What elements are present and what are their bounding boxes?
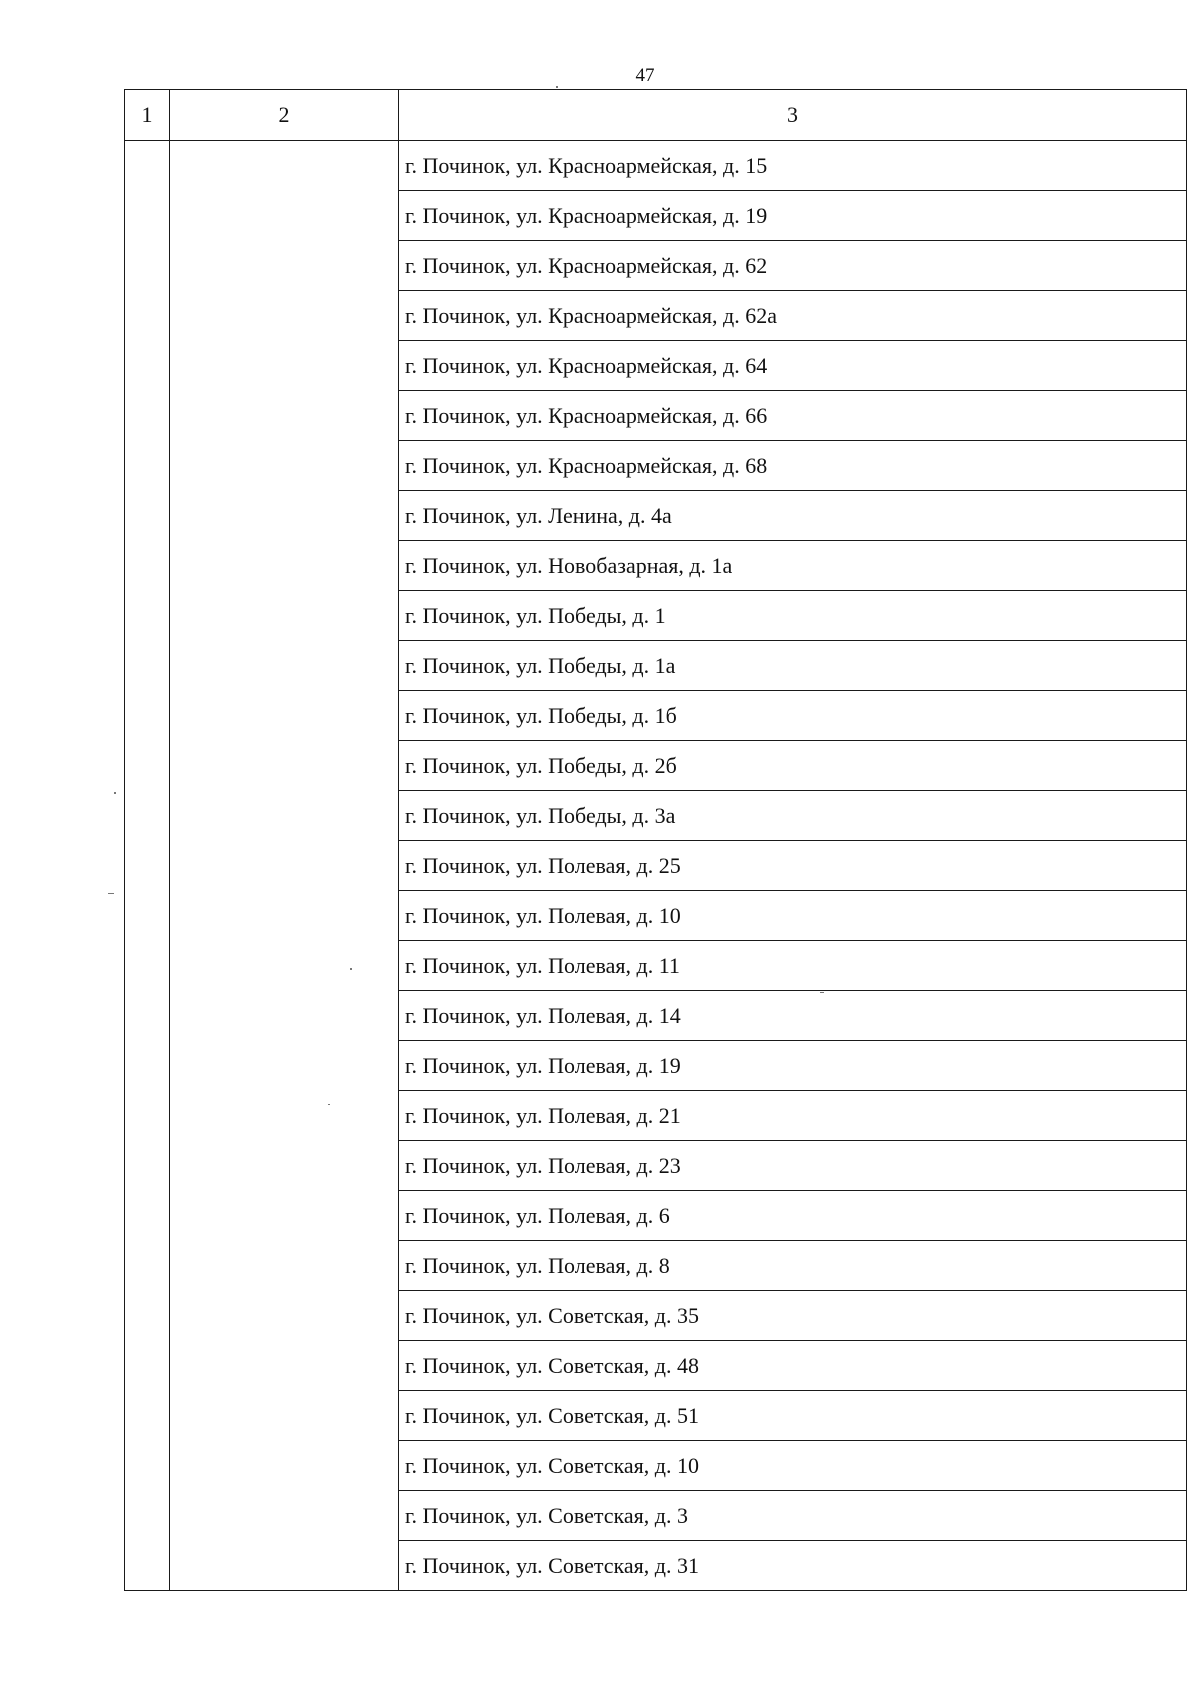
address-cell: г. Починок, ул. Полевая, д. 14 xyxy=(399,991,1187,1041)
address-cell: г. Починок, ул. Советская, д. 51 xyxy=(399,1391,1187,1441)
address-cell: г. Починок, ул. Красноармейская, д. 62а xyxy=(399,291,1187,341)
address-cell: г. Починок, ул. Красноармейская, д. 62 xyxy=(399,241,1187,291)
address-cell: г. Починок, ул. Полевая, д. 10 xyxy=(399,891,1187,941)
address-cell: г. Починок, ул. Ленина, д. 4а xyxy=(399,491,1187,541)
address-cell: г. Починок, ул. Полевая, д. 25 xyxy=(399,841,1187,891)
address-cell: г. Починок, ул. Полевая, д. 23 xyxy=(399,1141,1187,1191)
address-cell: г. Починок, ул. Советская, д. 31 xyxy=(399,1541,1187,1591)
col2-merged-cell xyxy=(170,141,399,1591)
address-cell: г. Починок, ул. Советская, д. 10 xyxy=(399,1441,1187,1491)
address-cell: г. Починок, ул. Полевая, д. 6 xyxy=(399,1191,1187,1241)
address-cell: г. Починок, ул. Победы, д. 1а xyxy=(399,641,1187,691)
table-body xyxy=(125,90,1187,1591)
address-cell: г. Починок, ул. Полевая, д. 11 xyxy=(399,941,1187,991)
address-cell: г. Починок, ул. Советская, д. 3 xyxy=(399,1491,1187,1541)
address-table xyxy=(124,89,1187,1591)
address-cell: г. Починок, ул. Советская, д. 48 xyxy=(399,1341,1187,1391)
address-cell: г. Починок, ул. Красноармейская, д. 66 xyxy=(399,391,1187,441)
address-cell: г. Починок, ул. Новобазарная, д. 1а xyxy=(399,541,1187,591)
page-number: 47 xyxy=(635,65,655,86)
address-cell: г. Починок, ул. Полевая, д. 8 xyxy=(399,1241,1187,1291)
header-cell-3: 3 xyxy=(399,90,1187,141)
table-header-row xyxy=(125,90,1187,141)
address-cell: г. Починок, ул. Красноармейская, д. 68 xyxy=(399,441,1187,491)
address-cell: г. Починок, ул. Полевая, д. 21 xyxy=(399,1091,1187,1141)
address-cell: г. Починок, ул. Красноармейская, д. 19 xyxy=(399,191,1187,241)
header-cell-2: 2 xyxy=(170,90,399,141)
scan-speck xyxy=(114,792,116,794)
scan-speck xyxy=(556,86,558,88)
address-cell: г. Починок, ул. Красноармейская, д. 64 xyxy=(399,341,1187,391)
scan-speck xyxy=(108,893,114,894)
table-row xyxy=(125,141,1187,191)
address-cell: г. Починок, ул. Победы, д. 2б xyxy=(399,741,1187,791)
address-cell: г. Починок, ул. Полевая, д. 19 xyxy=(399,1041,1187,1091)
address-cell: г. Починок, ул. Победы, д. 1 xyxy=(399,591,1187,641)
scan-speck xyxy=(350,968,352,970)
scan-speck xyxy=(820,992,824,993)
address-cell: г. Починок, ул. Красноармейская, д. 15 xyxy=(399,141,1187,191)
scan-speck xyxy=(328,1104,330,1105)
header-cell-1: 1 xyxy=(125,90,170,141)
address-cell: г. Починок, ул. Советская, д. 35 xyxy=(399,1291,1187,1341)
address-cell: г. Починок, ул. Победы, д. 3а xyxy=(399,791,1187,841)
col1-merged-cell xyxy=(125,141,170,1591)
address-cell: г. Починок, ул. Победы, д. 1б xyxy=(399,691,1187,741)
